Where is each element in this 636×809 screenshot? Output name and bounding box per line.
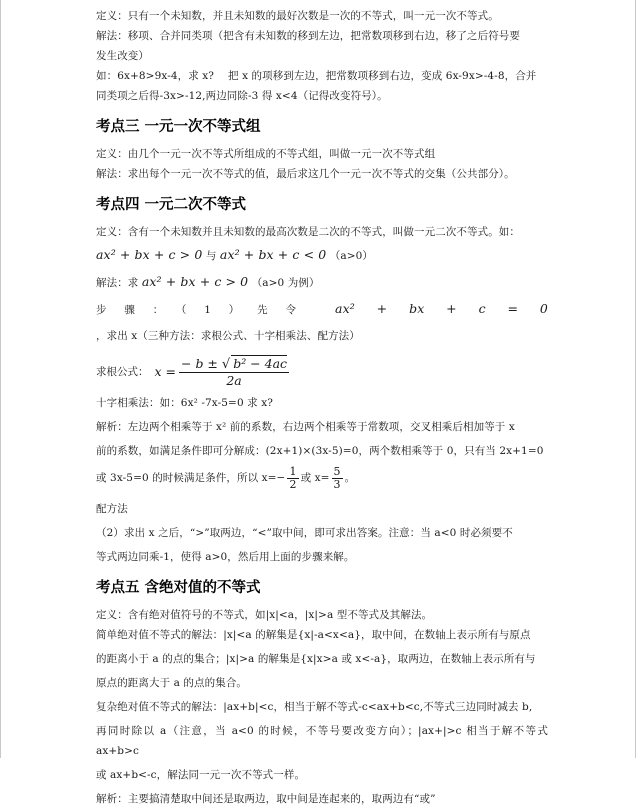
- quadratic-formula-fraction: [179, 355, 289, 388]
- s5-definition: 定义：含有绝对值符号的不等式，如|x|<a，|x|>a 型不等式及其解法。: [96, 609, 433, 621]
- formula-numerator: [179, 355, 289, 373]
- radical-sign-icon: √: [221, 356, 231, 372]
- s4-example-inequalities: [96, 242, 548, 269]
- s3-heading: 考点三 一元一次不等式组: [96, 119, 261, 135]
- s5-complex-line1: 复杂绝对值不等式的解法：|ax+b|<c，相当于解不等式-c<ax+b<c,不等式三边同时减去 b,: [96, 701, 533, 713]
- s5-heading: 考点五 含绝对值的不等式: [96, 580, 261, 596]
- numerator-left: − b ±: [181, 355, 218, 371]
- s4-analysis-line1: 解析：左边两个相乘等于 x² 前的系数，右边两个相乘等于常数项，交叉相乘后相加等于 x: [96, 421, 515, 433]
- s4-complete-square: 配方法: [96, 503, 128, 515]
- s2-definition: 定义：只有一个未知数，并且未知数的最好次数是一次的不等式，叫一元一次不等式。: [96, 10, 499, 22]
- s4-analysis-line3: [96, 461, 548, 495]
- document-content: [96, 6, 548, 809]
- analysis3-end: 。: [344, 472, 356, 484]
- s2-method-line2: 发生改变）: [96, 50, 149, 62]
- inequality-less: ax² + bx + c < 0: [219, 247, 327, 262]
- s5-simple-line3: 原点的距离大于 a 的点的集合。: [96, 677, 248, 689]
- s4-steps-line: [96, 296, 548, 349]
- solve-expression: ax² + bx + c > 0: [141, 274, 249, 289]
- s4-cross-method-example: 十字相乘法：如：6x² -7x-5=0 求 x?: [96, 397, 273, 409]
- s4-heading: 考点四 一元二次不等式: [96, 197, 247, 213]
- solve-prefix: 解法：求: [96, 277, 139, 289]
- fraction-five-thirds: [332, 466, 343, 491]
- root-formula-label: 求根公式：: [96, 365, 149, 378]
- page-border-left: [0, 0, 1, 758]
- and-word: 与: [205, 250, 217, 262]
- s2-example-line1: 如：6x+8>9x-4，求 x? 把 x 的项移到左边，把常数项移到右边，变成 6x-9x>-4-8，合并: [96, 70, 537, 82]
- five-thirds-denominator: 3: [333, 477, 341, 491]
- s3-method: 解法：求出每个一元一次不等式的值，最后求这几个一元一次不等式的交集（公共部分）。: [96, 168, 515, 180]
- root-formula-lhs: x =: [154, 363, 176, 379]
- half-numerator: 1: [289, 464, 297, 478]
- a-positive-condition: （a>0）: [329, 250, 373, 262]
- s5-analysis: 解析：主要搞清楚取中间还是取两边，取中间是连起来的，取两边有“或”: [96, 793, 436, 805]
- steps-prefix: 步骤：（1）先令: [96, 304, 314, 316]
- analysis3-mid: 或 x=: [300, 472, 330, 484]
- steps-suffix: ，求出 x（三种方法：求根公式、十字相乘法、配方法）: [96, 330, 360, 342]
- radicand: b² − 4ac: [233, 355, 288, 371]
- inequality-greater: ax² + bx + c > 0: [96, 247, 203, 262]
- s5-complex-line2: 再同时除以 a（注意，当 a<0 的时候，不等号要改变方向）；|ax+|>c 相当于解不等式 ax+b>c: [96, 725, 548, 757]
- fraction-one-half: [287, 466, 298, 491]
- analysis3-prefix: 或 3x-5=0 的时候满足条件，所以 x=−: [96, 472, 286, 484]
- s4-analysis-line2: 前的系数，如满足条件即可分解成：(2x+1)×(3x-5)=0，两个数相乘等于 0，只有当 2x+1=0: [96, 445, 544, 457]
- s5-complex-line3: 或 ax+b<-c，解法同一元一次不等式一样。: [96, 769, 306, 781]
- s5-simple-line1: 简单绝对值不等式的解法：|x|<a 的解集是{x|-a<x<a}，取中间，在数轴上表示所有与原点: [96, 629, 531, 641]
- quadratic-formula-row: [96, 351, 548, 391]
- s2-example-line2: 同类项之后得-3x>-12,两边同除-3 得 x<4（记得改变符号）。: [96, 90, 388, 102]
- s2-method-line1: 解法：移项、合并同类项（把含有未知数的移到左边，把常数项移到右边，移了之后符号要: [96, 30, 520, 42]
- s4-definition: 定义：含有一个未知数并且未知数的最高次数是二次的不等式，叫做一元二次不等式。如：: [96, 226, 520, 238]
- steps-equation: ax² + bx + c = 0: [335, 301, 548, 316]
- s4-step2-line2: 等式两边同乘-1，使得 a>0，然后用上面的步骤来解。: [96, 551, 355, 563]
- s4-solve-line: [96, 269, 548, 296]
- s5-simple-line2: 的距离小于 a 的点的集合；|x|>a 的解集是{x|x>a 或 x<-a}，取两边，在数轴上表示所有与: [96, 653, 536, 665]
- solve-suffix: （a>0 为例）: [251, 277, 320, 289]
- half-denominator: 2: [289, 477, 297, 491]
- s3-definition: 定义：由几个一元一次不等式所组成的不等式组，叫做一元一次不等式组: [96, 148, 436, 160]
- formula-denominator: 2a: [226, 372, 242, 388]
- s4-step2-line1: （2）求出 x 之后，“>”取两边，“<”取中间，即可求出答案。注意：当 a<0 时必须要不: [96, 527, 513, 539]
- five-thirds-numerator: 5: [333, 464, 341, 478]
